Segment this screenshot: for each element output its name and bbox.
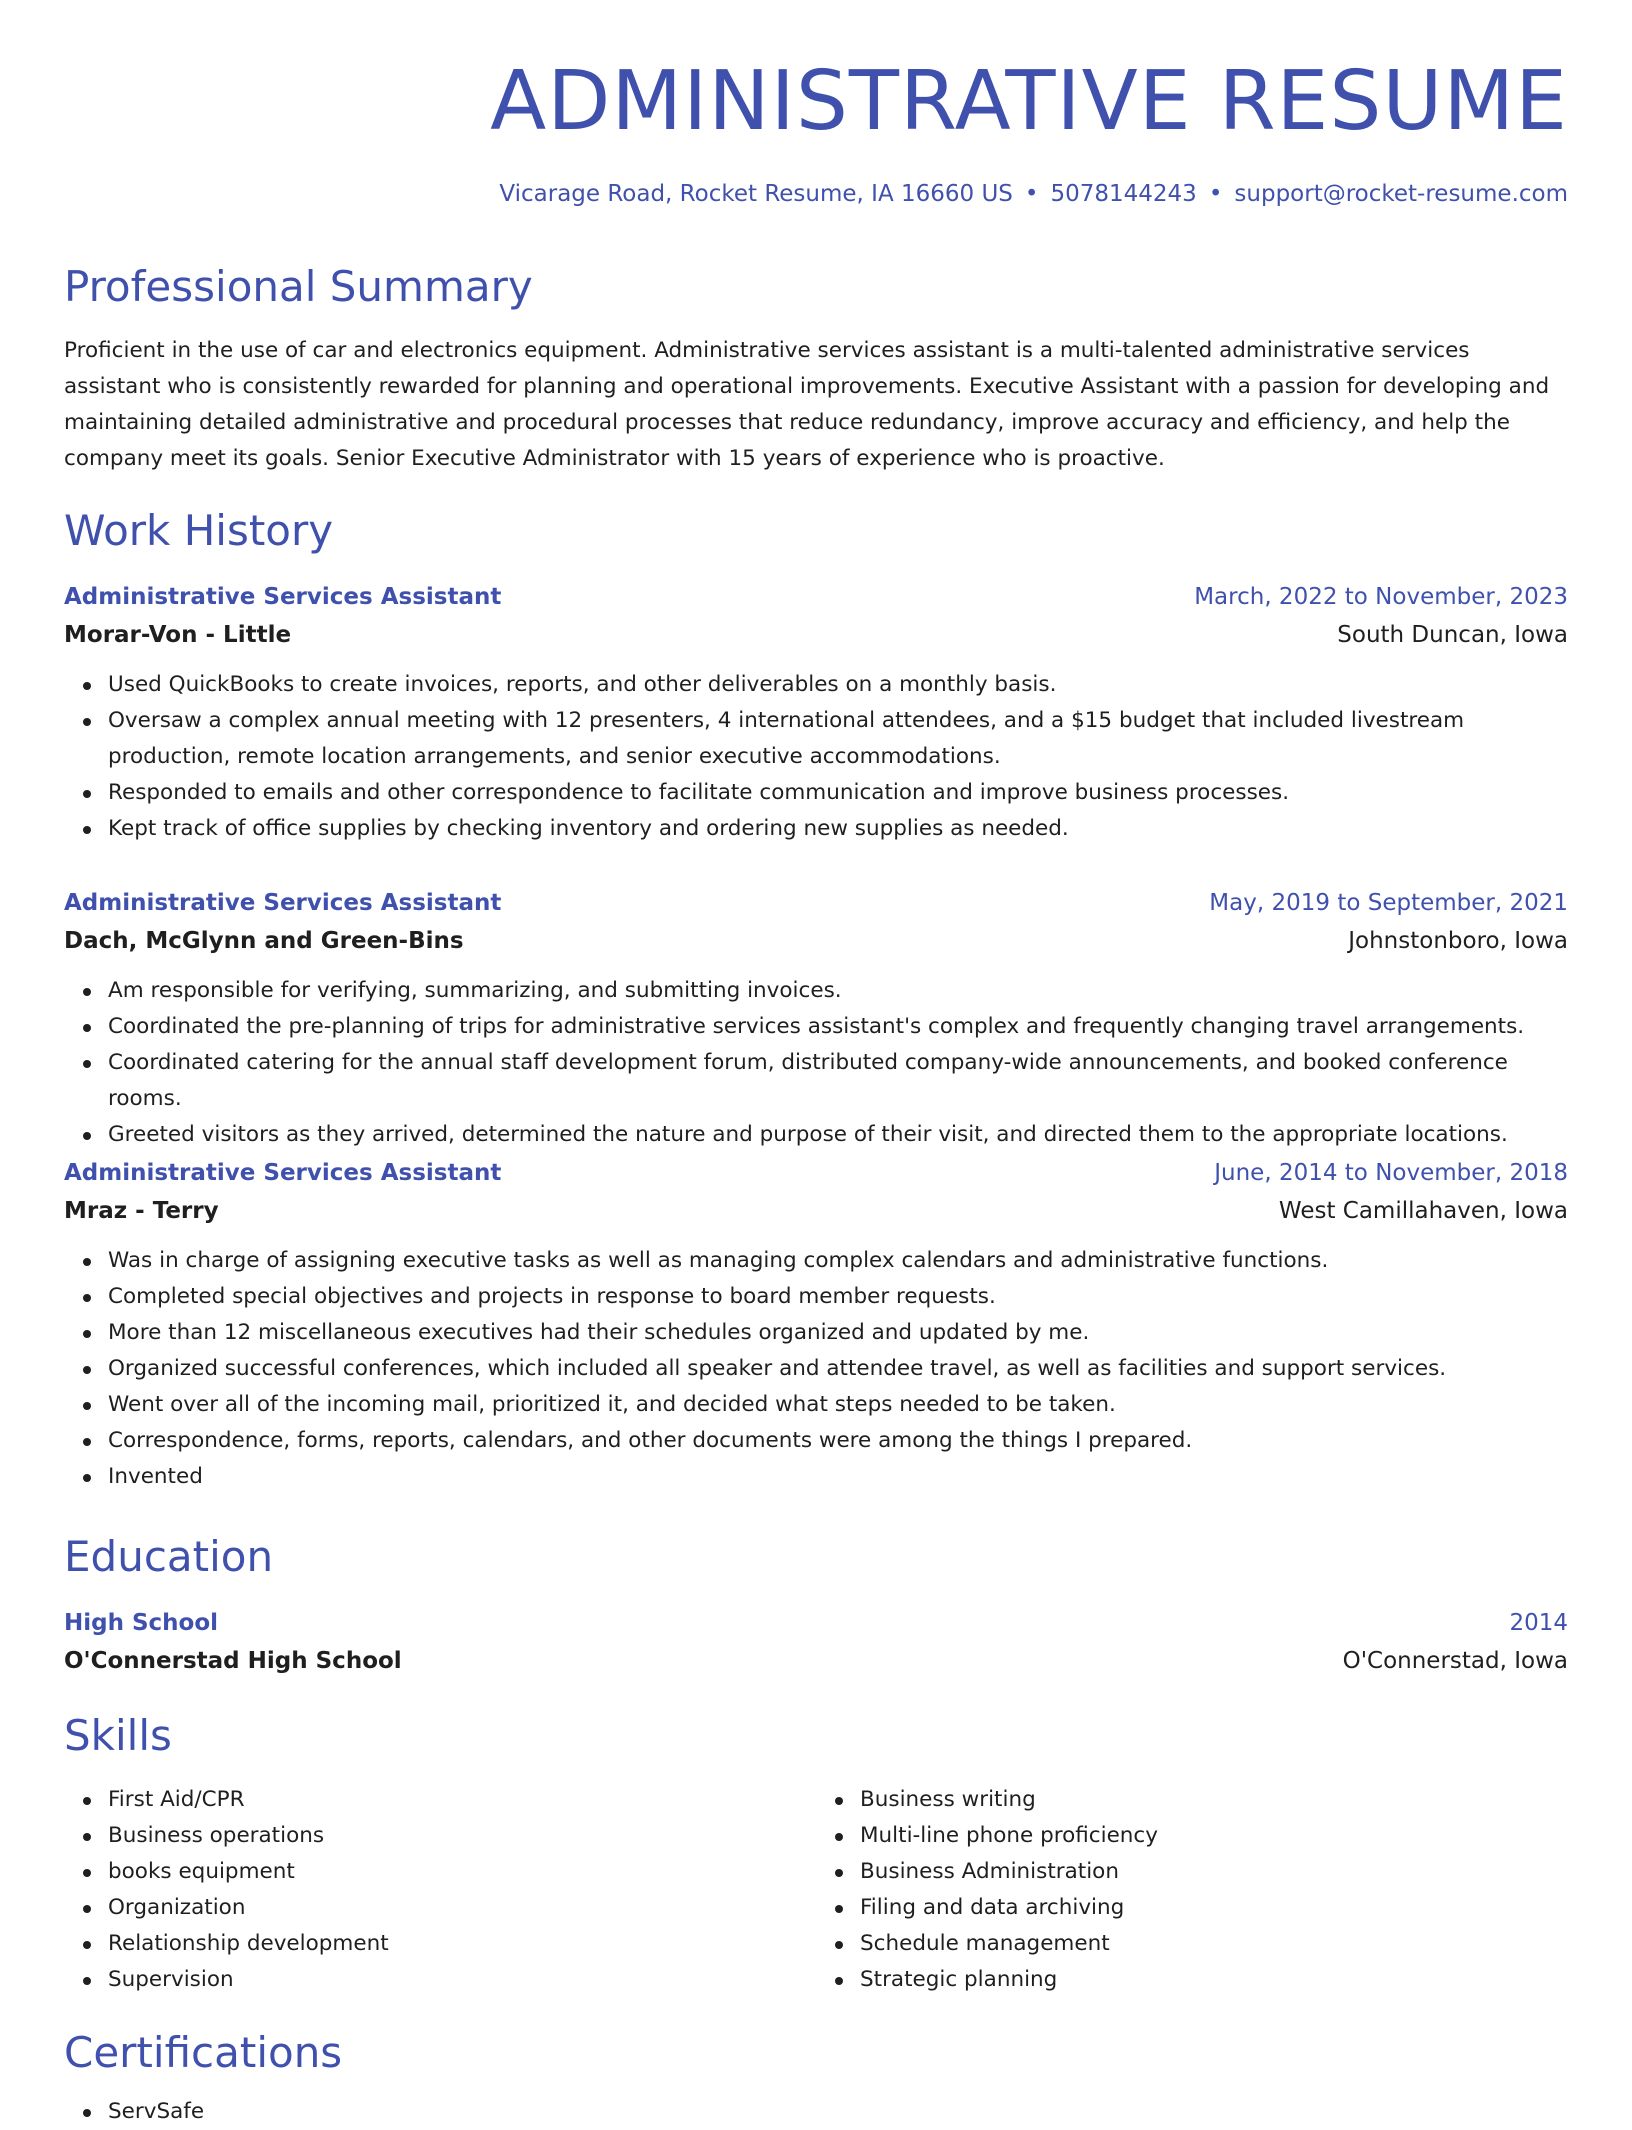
- job-location: Johnstonboro, Iowa: [1348, 928, 1568, 954]
- list-item: Filing and data archiving: [860, 1890, 1568, 1926]
- job-header: [64, 1154, 1568, 1192]
- job-employer: Mraz - Terry: [64, 1198, 219, 1224]
- list-item: Completed special objectives and projects in response to board member requests.: [108, 1279, 1568, 1315]
- job-dates: March, 2022 to November, 2023: [1194, 584, 1568, 610]
- list-item: Oversaw a complex annual meeting with 12 presenters, 4 international attendees, and a $15 budget that included livestream production, remote location arrangements, and senior executive accommodations.: [108, 703, 1568, 775]
- education-school: O'Connerstad High School: [64, 1648, 402, 1674]
- contact-email[interactable]: support@rocket-resume.com: [1234, 181, 1568, 207]
- education-header: [64, 1604, 1568, 1642]
- section-title-work-history: Work History: [64, 506, 334, 555]
- skills-column-left: [64, 1782, 816, 1998]
- list-item: Invented: [108, 1459, 1568, 1495]
- job-subheader: [64, 616, 1568, 654]
- list-item: Relationship development: [108, 1926, 816, 1962]
- job-location: West Camillahaven, Iowa: [1278, 1198, 1568, 1224]
- certifications-list: [64, 2094, 1568, 2130]
- separator-dot: •: [1024, 181, 1039, 207]
- skills-column-right: [816, 1782, 1568, 1998]
- skills-list: [64, 1782, 1568, 1998]
- job-subheader: [64, 1192, 1568, 1230]
- list-item: First Aid/CPR: [108, 1782, 816, 1818]
- job-title: Administrative Services Assistant: [64, 584, 502, 610]
- list-item: Correspondence, forms, reports, calendars, and other documents were among the things I prepared.: [108, 1423, 1568, 1459]
- list-item: Used QuickBooks to create invoices, reports, and other deliverables on a monthly basis.: [108, 667, 1568, 703]
- job-entry: [64, 1154, 1568, 1495]
- job-employer: Morar-Von - Little: [64, 622, 292, 648]
- job-header: [64, 578, 1568, 616]
- section-title-education: Education: [64, 1532, 274, 1581]
- contact-line: [64, 180, 1568, 208]
- contact-address: Vicarage Road, Rocket Resume, IA 16660 US: [499, 181, 1013, 207]
- list-item: Am responsible for verifying, summarizing, and submitting invoices.: [108, 973, 1568, 1009]
- list-item: Organized successful conferences, which included all speaker and attendee travel, as well as facilities and support services.: [108, 1351, 1568, 1387]
- job-title: Administrative Services Assistant: [64, 890, 502, 916]
- contact-phone[interactable]: 5078144243: [1050, 181, 1197, 207]
- list-item: Coordinated the pre-planning of trips for administrative services assistant's complex and frequently changing travel arrangements.: [108, 1009, 1568, 1045]
- list-item: Went over all of the incoming mail, prioritized it, and decided what steps needed to be taken.: [108, 1387, 1568, 1423]
- job-title: Administrative Services Assistant: [64, 1160, 502, 1186]
- job-employer: Dach, McGlynn and Green-Bins: [64, 928, 464, 954]
- list-item: Business Administration: [860, 1854, 1568, 1890]
- job-dates: May, 2019 to September, 2021: [1209, 890, 1568, 916]
- education-location: O'Connerstad, Iowa: [1342, 1648, 1568, 1674]
- job-header: [64, 884, 1568, 922]
- summary-text: Proficient in the use of car and electronics equipment. Administrative services assistant is a multi-talented administrative services assistant who is consistently rewarded for planning and operational improvements. Executive Assistant with a passion for developing and maintaining detailed administrative and procedural processes that reduce redundancy, improve accuracy and efficiency, and help the company meet its goals. Senior Executive Administrator with 15 years of experience who is proactive.: [64, 338, 1550, 471]
- list-item: Organization: [108, 1890, 816, 1926]
- resume-name: ADMINISTRATIVE RESUME: [490, 54, 1568, 149]
- job-bullets: [64, 973, 1568, 1153]
- job-location: South Duncan, Iowa: [1337, 622, 1568, 648]
- job-bullets: [64, 1243, 1568, 1495]
- list-item: Business operations: [108, 1818, 816, 1854]
- list-item: books equipment: [108, 1854, 816, 1890]
- job-entry: [64, 884, 1568, 1153]
- education-year: 2014: [1509, 1610, 1568, 1636]
- list-item: Was in charge of assigning executive tasks as well as managing complex calendars and administrative functions.: [108, 1243, 1568, 1279]
- job-bullets: [64, 667, 1568, 847]
- education-degree: High School: [64, 1610, 219, 1636]
- education-subheader: [64, 1642, 1568, 1680]
- education-entry: [64, 1604, 1568, 1680]
- list-item: Business writing: [860, 1782, 1568, 1818]
- section-title-certifications: Certifications: [64, 2028, 343, 2077]
- list-item: Greeted visitors as they arrived, determined the nature and purpose of their visit, and directed them to the appropriate locations.: [108, 1117, 1568, 1153]
- job-dates: June, 2014 to November, 2018: [1214, 1160, 1568, 1186]
- list-item: Coordinated catering for the annual staff development forum, distributed company-wide announcements, and booked conference rooms.: [108, 1045, 1568, 1117]
- list-item: Schedule management: [860, 1926, 1568, 1962]
- job-subheader: [64, 922, 1568, 960]
- list-item: Responded to emails and other correspondence to facilitate communication and improve business processes.: [108, 775, 1568, 811]
- separator-dot: •: [1208, 181, 1223, 207]
- list-item: Strategic planning: [860, 1962, 1568, 1998]
- job-entry: [64, 578, 1568, 847]
- list-item: Kept track of office supplies by checking inventory and ordering new supplies as needed.: [108, 811, 1568, 847]
- list-item: Multi-line phone proficiency: [860, 1818, 1568, 1854]
- section-title-summary: Professional Summary: [64, 262, 533, 311]
- list-item: Supervision: [108, 1962, 816, 1998]
- list-item: ServSafe: [108, 2094, 1568, 2130]
- list-item: More than 12 miscellaneous executives had their schedules organized and updated by me.: [108, 1315, 1568, 1351]
- section-title-skills: Skills: [64, 1711, 172, 1760]
